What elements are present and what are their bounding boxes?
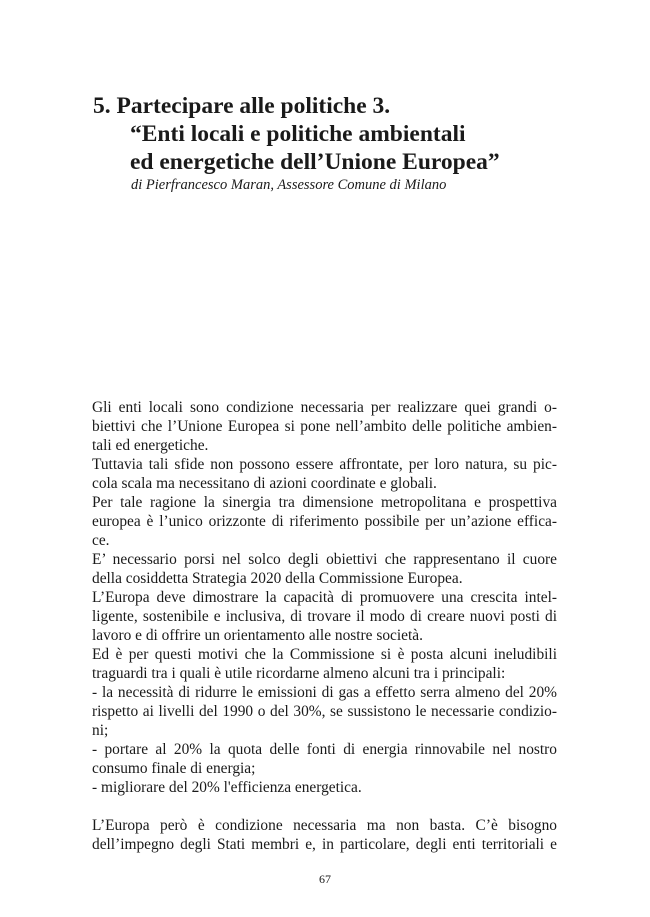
paragraph xyxy=(92,816,557,854)
list-item xyxy=(92,778,557,797)
text-line: consumo finale di energia; xyxy=(92,760,256,777)
list-item xyxy=(92,683,557,740)
paragraph-gap xyxy=(92,797,557,816)
text-line: della cosiddetta Strategia 2020 della Commissione Europea. xyxy=(92,570,463,587)
text-line: Tuttavia tali sfide non possono essere affrontate, per loro natura, su pic- xyxy=(92,456,557,473)
chapter-title-line-3: ed energetiche dell’Unione Europea” xyxy=(130,149,500,175)
chapter-title-line-2: “Enti locali e politiche ambientali xyxy=(130,121,466,147)
text-line: L’Europa deve dimostrare la capacità di promuovere una crescita intel- xyxy=(92,589,557,606)
text-line: ni; xyxy=(92,722,109,739)
text-line: ce. xyxy=(92,532,110,549)
chapter-heading xyxy=(93,92,573,194)
paragraph xyxy=(92,550,557,588)
paragraph xyxy=(92,455,557,493)
paragraph xyxy=(92,493,557,550)
text-line: biettivi che l’Unione Europea si pone nell’ambito delle politiche ambien- xyxy=(92,418,557,435)
author-byline: di Pierfrancesco Maran, Assessore Comune di Milano xyxy=(131,177,447,193)
text-line: europea è l’unico orizzonte di riferimento possibile per un’azione effica- xyxy=(92,513,557,530)
paragraph xyxy=(92,398,557,455)
text-line: dell’impegno degli Stati membri e, in particolare, degli enti territoriali e xyxy=(92,836,557,853)
text-line: L’Europa però è condizione necessaria ma non basta. C’è bisogno xyxy=(92,817,557,834)
paragraph xyxy=(92,645,557,683)
text-line: Per tale ragione la sinergia tra dimensione metropolitana e prospettiva xyxy=(92,494,557,511)
paragraph xyxy=(92,588,557,645)
list-item xyxy=(92,740,557,778)
page-number: 67 xyxy=(319,872,331,886)
text-line: - la necessità di ridurre le emissioni di gas a effetto serra almeno del 20% xyxy=(92,684,557,701)
text-line: - migliorare del 20% l'efficienza energetica. xyxy=(92,779,362,796)
body-text xyxy=(92,398,557,854)
text-line: cola scala ma necessitano di azioni coordinate e globali. xyxy=(92,475,437,492)
text-line: Ed è per questi motivi che la Commissione si è posta alcuni ineludibili xyxy=(92,646,557,663)
text-line: Gli enti locali sono condizione necessaria per realizzare quei grandi o- xyxy=(92,399,557,416)
text-line: tali ed energetiche. xyxy=(92,437,209,454)
text-line: lavoro e di offrire un orientamento alle nostre società. xyxy=(92,627,423,644)
chapter-title-line-1: 5. Partecipare alle politiche 3. xyxy=(93,93,391,119)
text-line: - portare al 20% la quota delle fonti di energia rinnovabile nel nostro xyxy=(92,741,557,758)
text-line: E’ necessario porsi nel solco degli obiettivi che rappresentano il cuore xyxy=(92,551,557,568)
text-line: traguardi tra i quali è utile ricordarne almeno alcuni tra i principali: xyxy=(92,665,506,682)
text-line: ligente, sostenibile e inclusiva, di trovare il modo di creare nuovi posti di xyxy=(92,608,557,625)
text-line: rispetto ai livelli del 1990 o del 30%, se sussistono le necessarie condizio- xyxy=(92,703,557,720)
